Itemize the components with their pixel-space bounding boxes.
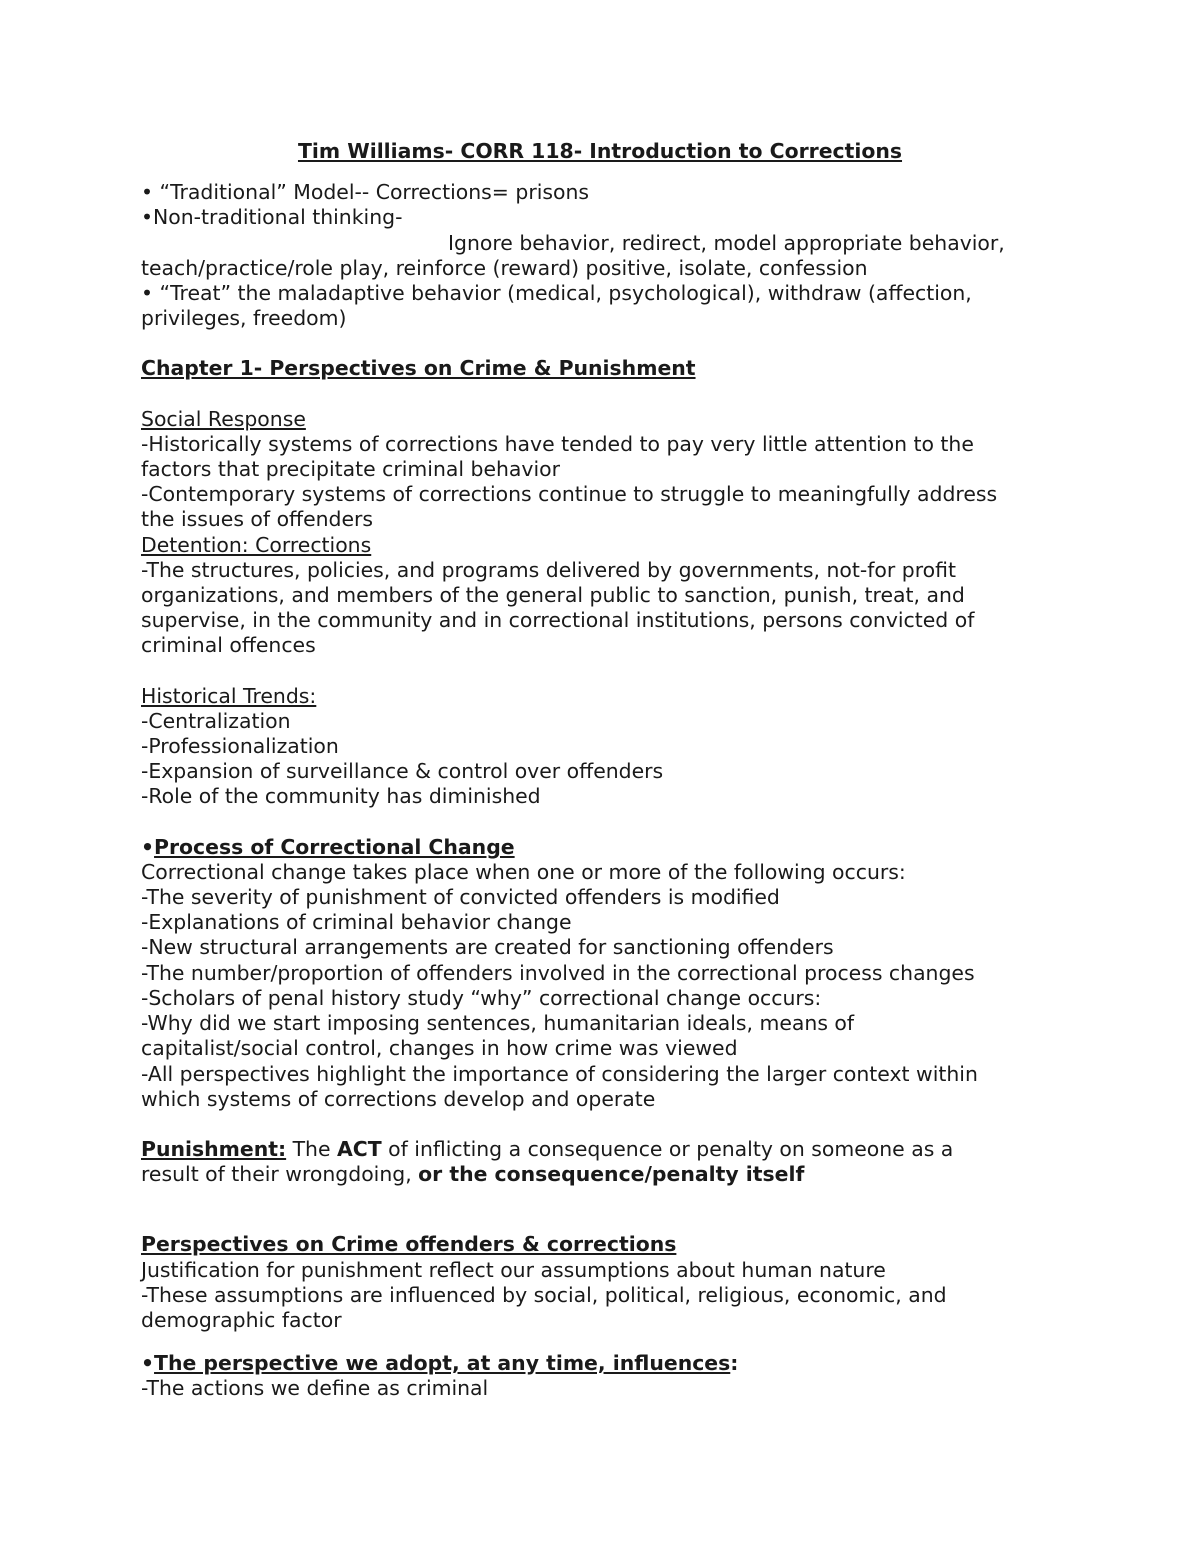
social-response-line: -Historically systems of corrections have tended to pay very little attention to the xyxy=(141,431,974,456)
intro-bullet-traditional: • “Traditional” Model-- Corrections= prisons xyxy=(141,180,590,205)
punishment-act: ACT xyxy=(337,1136,382,1161)
intro-continued-line: teach/practice/role play, reinforce (reward) positive, isolate, confession xyxy=(141,255,868,280)
historical-trends-heading: Historical Trends: xyxy=(141,683,317,708)
intro-bullet-treat-cont: privileges, freedom) xyxy=(141,306,347,331)
punishment-text: of inflicting a consequence or penalty on someone as a xyxy=(381,1136,954,1161)
document-title: Tim Williams- CORR 118- Introduction to Corrections xyxy=(297,139,903,163)
perspectives-line: demographic factor xyxy=(141,1307,342,1332)
process-change-line: -The severity of punishment of convicted offenders is modified xyxy=(141,885,780,910)
process-change-line: capitalist/social control, changes in how crime was viewed xyxy=(141,1036,738,1061)
process-change-line: -Explanations of criminal behavior change xyxy=(141,910,572,935)
process-change-line: -Scholars of penal history study “why” correctional change occurs: xyxy=(141,985,822,1010)
perspective-adopt-line: -The actions we define as criminal xyxy=(141,1376,489,1401)
social-response-line: -Contemporary systems of corrections continue to struggle to meaningfully address xyxy=(141,482,998,507)
intro-indented-line: Ignore behavior, redirect, model appropriate behavior, xyxy=(448,230,1005,255)
process-change-line: -New structural arrangements are created for sanctioning offenders xyxy=(141,935,834,960)
punishment-definition-line1 xyxy=(141,1137,1059,1162)
intro-bullet-treat: • “Treat” the maladaptive behavior (medical, psychological), withdraw (affection, xyxy=(141,281,972,306)
detention-line: organizations, and members of the general public to sanction, punish, treat, and xyxy=(141,583,965,608)
punishment-text: result of their wrongdoing, xyxy=(141,1162,419,1187)
bullet: • xyxy=(141,1351,155,1376)
historical-trend-item: -Expansion of surveillance & control over offenders xyxy=(141,759,664,784)
historical-trend-item: -Role of the community has diminished xyxy=(141,784,541,809)
detention-heading: Detention: Corrections xyxy=(141,532,372,557)
detention-line: -The structures, policies, and programs delivered by governments, not-for profit xyxy=(141,557,956,582)
historical-trend-item: -Professionalization xyxy=(141,734,339,759)
process-change-line: -All perspectives highlight the importance of considering the larger context within xyxy=(141,1061,978,1086)
intro-bullet-nontraditional: •Non-traditional thinking- xyxy=(141,205,403,230)
perspective-adopt-heading-line xyxy=(141,1351,1059,1376)
process-change-line: Correctional change takes place when one or more of the following occurs: xyxy=(141,859,906,884)
bullet: • xyxy=(141,834,155,859)
detention-line: criminal offences xyxy=(141,633,316,658)
perspectives-line: -These assumptions are influenced by social, political, religious, economic, and xyxy=(141,1282,947,1307)
social-response-heading: Social Response xyxy=(141,406,306,431)
punishment-bold-text: or the consequence/penalty itself xyxy=(418,1162,805,1187)
perspectives-heading: Perspectives on Crime offenders & corrections xyxy=(141,1232,677,1257)
punishment-definition-line2 xyxy=(141,1162,1059,1187)
perspectives-line: Justification for punishment reflect our assumptions about human nature xyxy=(141,1257,886,1282)
document-page xyxy=(141,139,1059,1402)
perspective-adopt-heading: The perspective we adopt, at any time, influences xyxy=(154,1351,731,1376)
process-change-line: -The number/proportion of offenders involved in the correctional process changes xyxy=(141,960,975,985)
social-response-line: the issues of offenders xyxy=(141,507,374,532)
social-response-line: factors that precipitate criminal behavior xyxy=(141,457,561,482)
detention-line: supervise, in the community and in correctional institutions, persons convicted of xyxy=(141,608,975,633)
historical-trend-item: -Centralization xyxy=(141,708,291,733)
colon: : xyxy=(730,1351,739,1376)
punishment-term: Punishment: xyxy=(141,1136,287,1161)
process-change-line: -Why did we start imposing sentences, humanitarian ideals, means of xyxy=(141,1011,855,1036)
process-change-heading: Process of Correctional Change xyxy=(154,834,515,859)
chapter-heading: Chapter 1- Perspectives on Crime & Punishment xyxy=(141,356,696,381)
process-change-heading-line xyxy=(141,835,1059,860)
punishment-text: The xyxy=(286,1136,338,1161)
process-change-line: which systems of corrections develop and operate xyxy=(141,1086,656,1111)
